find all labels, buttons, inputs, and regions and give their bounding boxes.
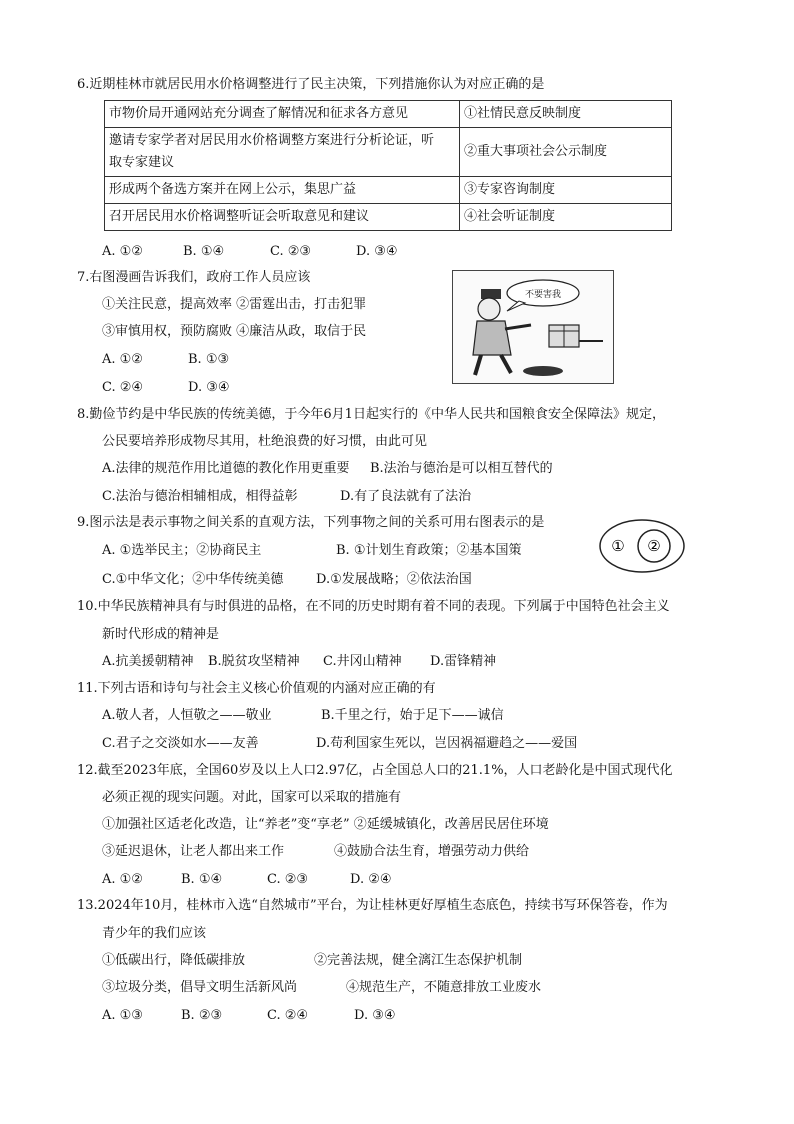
q13-option-c[interactable]: C. ②④	[267, 1008, 309, 1023]
q11-stem: 11.下列古语和诗句与社会主义核心价值观的内涵对应正确的有	[77, 681, 436, 696]
q13-stem-line-1: 13.2024年10月，桂林市入选“自然城市”平台，为让桂林更好厚植生态底色，持续书写环保答卷，作为	[77, 898, 668, 913]
venn-label-2: ②	[647, 537, 661, 555]
q13-option-a[interactable]: A. ①③	[102, 1008, 143, 1023]
q7-statements-2: ③审慎用权，预防腐败 ④廉洁从政，取信于民	[102, 324, 367, 339]
table-cell-line: 邀请专家学者对居民用水价格调整方案进行分析论证，听	[109, 133, 435, 148]
q12-option-c[interactable]: C. ②③	[267, 872, 309, 887]
q6-stem: 6.近期桂林市就居民用水价格调整进行了民主决策，下列措施你认为对应正确的是	[77, 77, 545, 92]
q10-option-b[interactable]: B.脱贫攻坚精神	[208, 654, 300, 669]
speech-bubble-text: 不要害我	[524, 290, 562, 300]
table-cell: ④社会听证制度	[460, 204, 672, 231]
table-cell: ①社情民意反映制度	[460, 101, 672, 128]
q12-option-a[interactable]: A. ①②	[102, 872, 143, 887]
q13-stem-line-2: 青少年的我们应该	[102, 926, 207, 941]
q10-stem-line-2: 新时代形成的精神是	[102, 627, 220, 642]
q6-option-a[interactable]: A. ①②	[102, 244, 143, 259]
q8-option-b[interactable]: B.法治与德治是可以相互替代的	[370, 461, 553, 476]
q6-option-c[interactable]: C. ②③	[270, 244, 312, 259]
q13-option-b[interactable]: B. ②③	[181, 1008, 223, 1023]
q9-stem: 9.图示法是表示事物之间关系的直观方法，下列事物之间的关系可用右图表示的是	[77, 515, 545, 530]
q12-option-b[interactable]: B. ①④	[181, 872, 223, 887]
q12-statement-3: ③延迟退休，让老人都出来工作	[102, 844, 285, 859]
q11-option-a[interactable]: A.敬人者，人恒敬之——敬业	[102, 708, 272, 723]
q13-statement-4: ④规范生产，不随意排放工业废水	[346, 980, 542, 995]
q10-option-a[interactable]: A.抗美援朝精神	[102, 654, 194, 669]
q7-option-c[interactable]: C. ②④	[102, 380, 144, 395]
q12-statements-1: ①加强社区适老化改造，让“养老”变“享老” ②延缓城镇化，改善居民居住环境	[102, 817, 549, 832]
table-cell: 召开居民用水价格调整听证会听取意见和建议	[105, 204, 460, 231]
speech-bubble-tail-icon	[507, 301, 525, 311]
table-cell: 市物价局开通网站充分调查了解情况和征求各方意见	[105, 101, 460, 128]
table-row	[105, 204, 672, 231]
official-head-icon	[478, 298, 500, 320]
q6-table	[104, 100, 672, 231]
table-cell: ③专家咨询制度	[460, 177, 672, 204]
official-hat-icon	[481, 289, 501, 299]
q11-option-c[interactable]: C.君子之交淡如水——友善	[102, 736, 259, 751]
q7-option-b[interactable]: B. ①③	[188, 352, 230, 367]
q9-option-a[interactable]: A. ①选举民主；②协商民主	[102, 543, 262, 558]
q9-option-b[interactable]: B. ①计划生育政策；②基本国策	[336, 543, 522, 558]
venn-label-1: ①	[611, 537, 625, 555]
table-cell: ②重大事项社会公示制度	[460, 128, 672, 177]
table-row	[105, 177, 672, 204]
q11-option-d[interactable]: D.苟利国家生死以，岂因祸福避趋之——爱国	[316, 736, 578, 751]
q10-option-c[interactable]: C.井冈山精神	[323, 654, 402, 669]
q13-option-d[interactable]: D. ③④	[354, 1008, 396, 1023]
official-arm-icon	[505, 325, 531, 329]
q8-stem-line-1: 8.勤俭节约是中华民族的传统美德，于今年6月1日起实行的《中华人民共和国粮食安全保障法》规定，	[77, 407, 665, 422]
table-cell-line: 取专家建议	[109, 155, 175, 170]
q13-statement-1: ①低碳出行，降低碳排放	[102, 953, 246, 968]
q7-stem: 7.右图漫画告诉我们，政府工作人员应该	[77, 270, 311, 285]
q9-venn-diagram	[598, 518, 686, 574]
q11-option-b[interactable]: B.千里之行，始于足下——诚信	[321, 708, 504, 723]
q12-statement-4: ④鼓励合法生育，增强劳动力供给	[334, 844, 530, 859]
q13-statement-2: ②完善法规，健全漓江生态保护机制	[314, 953, 523, 968]
q10-option-d[interactable]: D.雷锋精神	[430, 654, 497, 669]
table-cell	[105, 128, 460, 177]
q13-statement-3: ③垃圾分类，倡导文明生活新风尚	[102, 980, 298, 995]
q8-option-a[interactable]: A.法律的规范作用比道德的教化作用更重要	[102, 461, 350, 476]
q6-option-b[interactable]: B. ①④	[183, 244, 225, 259]
table-cell: 形成两个备选方案并在网上公示，集思广益	[105, 177, 460, 204]
q9-option-d[interactable]: D.①发展战略；②依法治国	[316, 572, 472, 587]
q7-option-d[interactable]: D. ③④	[188, 380, 230, 395]
q6-option-d[interactable]: D. ③④	[356, 244, 398, 259]
table-row	[105, 101, 672, 128]
q8-stem-line-2: 公民要培养形成物尽其用，杜绝浪费的好习惯，由此可见	[102, 434, 428, 449]
q7-option-a[interactable]: A. ①②	[102, 352, 143, 367]
q7-cartoon-image	[452, 270, 614, 384]
q12-stem-line-2: 必须正视的现实问题。对此，国家可以采取的措施有	[102, 790, 402, 805]
table-row	[105, 128, 672, 177]
official-body-icon	[473, 321, 511, 355]
q8-option-c[interactable]: C.法治与德治相辅相成，相得益彰	[102, 489, 298, 504]
q12-stem-line-1: 12.截至2023年底，全国60岁及以上人口2.97亿，占全国总人口的21.1%，人口老龄化是中国式现代化	[77, 763, 673, 778]
q7-statements-1: ①关注民意，提高效率 ②雷霆出击，打击犯罪	[102, 297, 367, 312]
manhole-icon	[523, 366, 563, 376]
cartoon-drawing	[453, 271, 613, 383]
q9-option-c[interactable]: C.①中华文化；②中华传统美德	[102, 572, 284, 587]
q10-stem-line-1: 10.中华民族精神具有与时俱进的品格，在不同的历史时期有着不同的表现。下列属于中国特色社会主义	[77, 599, 670, 614]
q8-option-d[interactable]: D.有了良法就有了法治	[340, 489, 472, 504]
q12-option-d[interactable]: D. ②④	[350, 872, 392, 887]
official-legs-icon	[475, 355, 511, 375]
